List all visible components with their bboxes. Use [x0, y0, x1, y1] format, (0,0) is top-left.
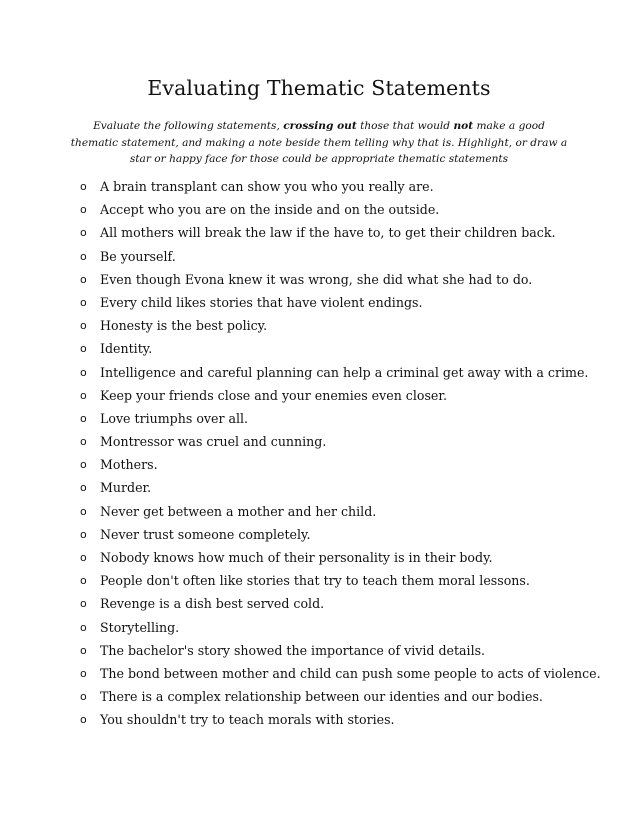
statement-text: Mothers. [100, 457, 158, 473]
list-item [80, 708, 600, 731]
instructions-bold-crossing-out: crossing out [283, 120, 357, 132]
bullet-icon: o [80, 203, 87, 217]
instructions-bold-not: not [453, 120, 474, 132]
page-title: Evaluating Thematic Statements [147, 76, 491, 100]
statement-list [80, 175, 600, 732]
statement-text: A brain transplant can show you who you really are. [100, 179, 434, 194]
instructions-text-2: those that would [356, 120, 454, 132]
statement-text: Accept who you are on the inside and on the outside. [100, 202, 440, 218]
bullet-icon: o [80, 574, 87, 588]
statement-text: The bachelor's story showed the importance of vivid details. [100, 642, 486, 658]
list-item [80, 268, 600, 291]
list-item [80, 175, 600, 198]
bullet-icon: o [80, 319, 87, 333]
bullet-icon: o [80, 411, 87, 425]
statement-text: You shouldn't try to teach morals with stories. [100, 712, 395, 728]
statement-text: There is a complex relationship between our identies and our bodies. [100, 689, 543, 705]
bullet-icon: o [80, 180, 87, 193]
statement-text: Identity. [100, 341, 153, 357]
statement-text: Revenge is a dish best served cold. [100, 596, 325, 612]
list-item [80, 569, 600, 592]
statement-text: Nobody knows how much of their personality is in their body. [100, 550, 493, 565]
list-item [80, 361, 600, 384]
list-item [80, 384, 600, 407]
bullet-icon: o [80, 620, 87, 634]
list-item [80, 221, 600, 244]
bullet-icon: o [80, 690, 87, 704]
statement-text: Honesty is the best policy. [100, 318, 268, 334]
instructions-text-1: Evaluate the following statements, [93, 120, 284, 132]
bullet-icon: o [80, 551, 87, 564]
list-item [80, 662, 600, 685]
statement-text: Every child likes stories that have violent endings. [100, 294, 423, 310]
statement-text: Love triumphs over all. [100, 410, 249, 426]
list-item [80, 592, 600, 615]
list-item [80, 291, 600, 314]
bullet-icon: o [80, 249, 87, 263]
bullet-icon: o [80, 643, 87, 657]
list-item [80, 314, 600, 337]
bullet-icon: o [80, 527, 87, 541]
list-item [80, 476, 600, 499]
list-item [80, 685, 600, 708]
bullet-icon: o [80, 342, 87, 356]
list-item [80, 523, 600, 546]
statement-text: Murder. [100, 480, 152, 496]
bullet-icon: o [80, 713, 87, 727]
statement-text: Storytelling. [100, 619, 180, 635]
list-item [80, 500, 600, 523]
list-item [80, 639, 600, 662]
list-item [80, 616, 600, 639]
bullet-icon: o [80, 458, 87, 472]
bullet-icon: o [80, 272, 87, 286]
instructions [70, 118, 568, 168]
bullet-icon: o [80, 295, 87, 309]
bullet-icon: o [80, 435, 87, 449]
bullet-icon: o [80, 481, 87, 495]
statement-text: Be yourself. [100, 248, 176, 264]
statement-text: Intelligence and careful planning can help a criminal get away with a crime. [100, 364, 589, 380]
bullet-icon: o [80, 365, 87, 379]
statement-text: Even though Evona knew it was wrong, she did what she had to do. [100, 271, 533, 287]
statement-text: Keep your friends close and your enemies even closer. [100, 387, 448, 403]
statement-text: All mothers will break the law if the have to, to get their children back. [100, 225, 556, 241]
bullet-icon: o [80, 504, 87, 518]
bullet-icon: o [80, 597, 87, 611]
list-item [80, 337, 600, 360]
list-item [80, 453, 600, 476]
list-item [80, 430, 600, 453]
list-item [80, 407, 600, 430]
list-item [80, 546, 600, 569]
bullet-icon: o [80, 226, 87, 240]
list-item [80, 198, 600, 221]
instructions-text-3: make a good thematic statement, and making a note beside them telling why that is. Highlight, or draw a star or happy face for those could be appropriate thematic statements [70, 120, 568, 165]
bullet-icon: o [80, 666, 87, 680]
statement-text: Montressor was cruel and cunning. [100, 434, 327, 450]
list-item [80, 245, 600, 268]
statement-text: The bond between mother and child can push some people to acts of violence. [100, 665, 601, 681]
bullet-icon: o [80, 388, 87, 402]
statement-text: People don't often like stories that try to teach them moral lessons. [100, 573, 530, 589]
statement-text: Never get between a mother and her child. [100, 503, 377, 519]
statement-text: Never trust someone completely. [100, 526, 311, 542]
